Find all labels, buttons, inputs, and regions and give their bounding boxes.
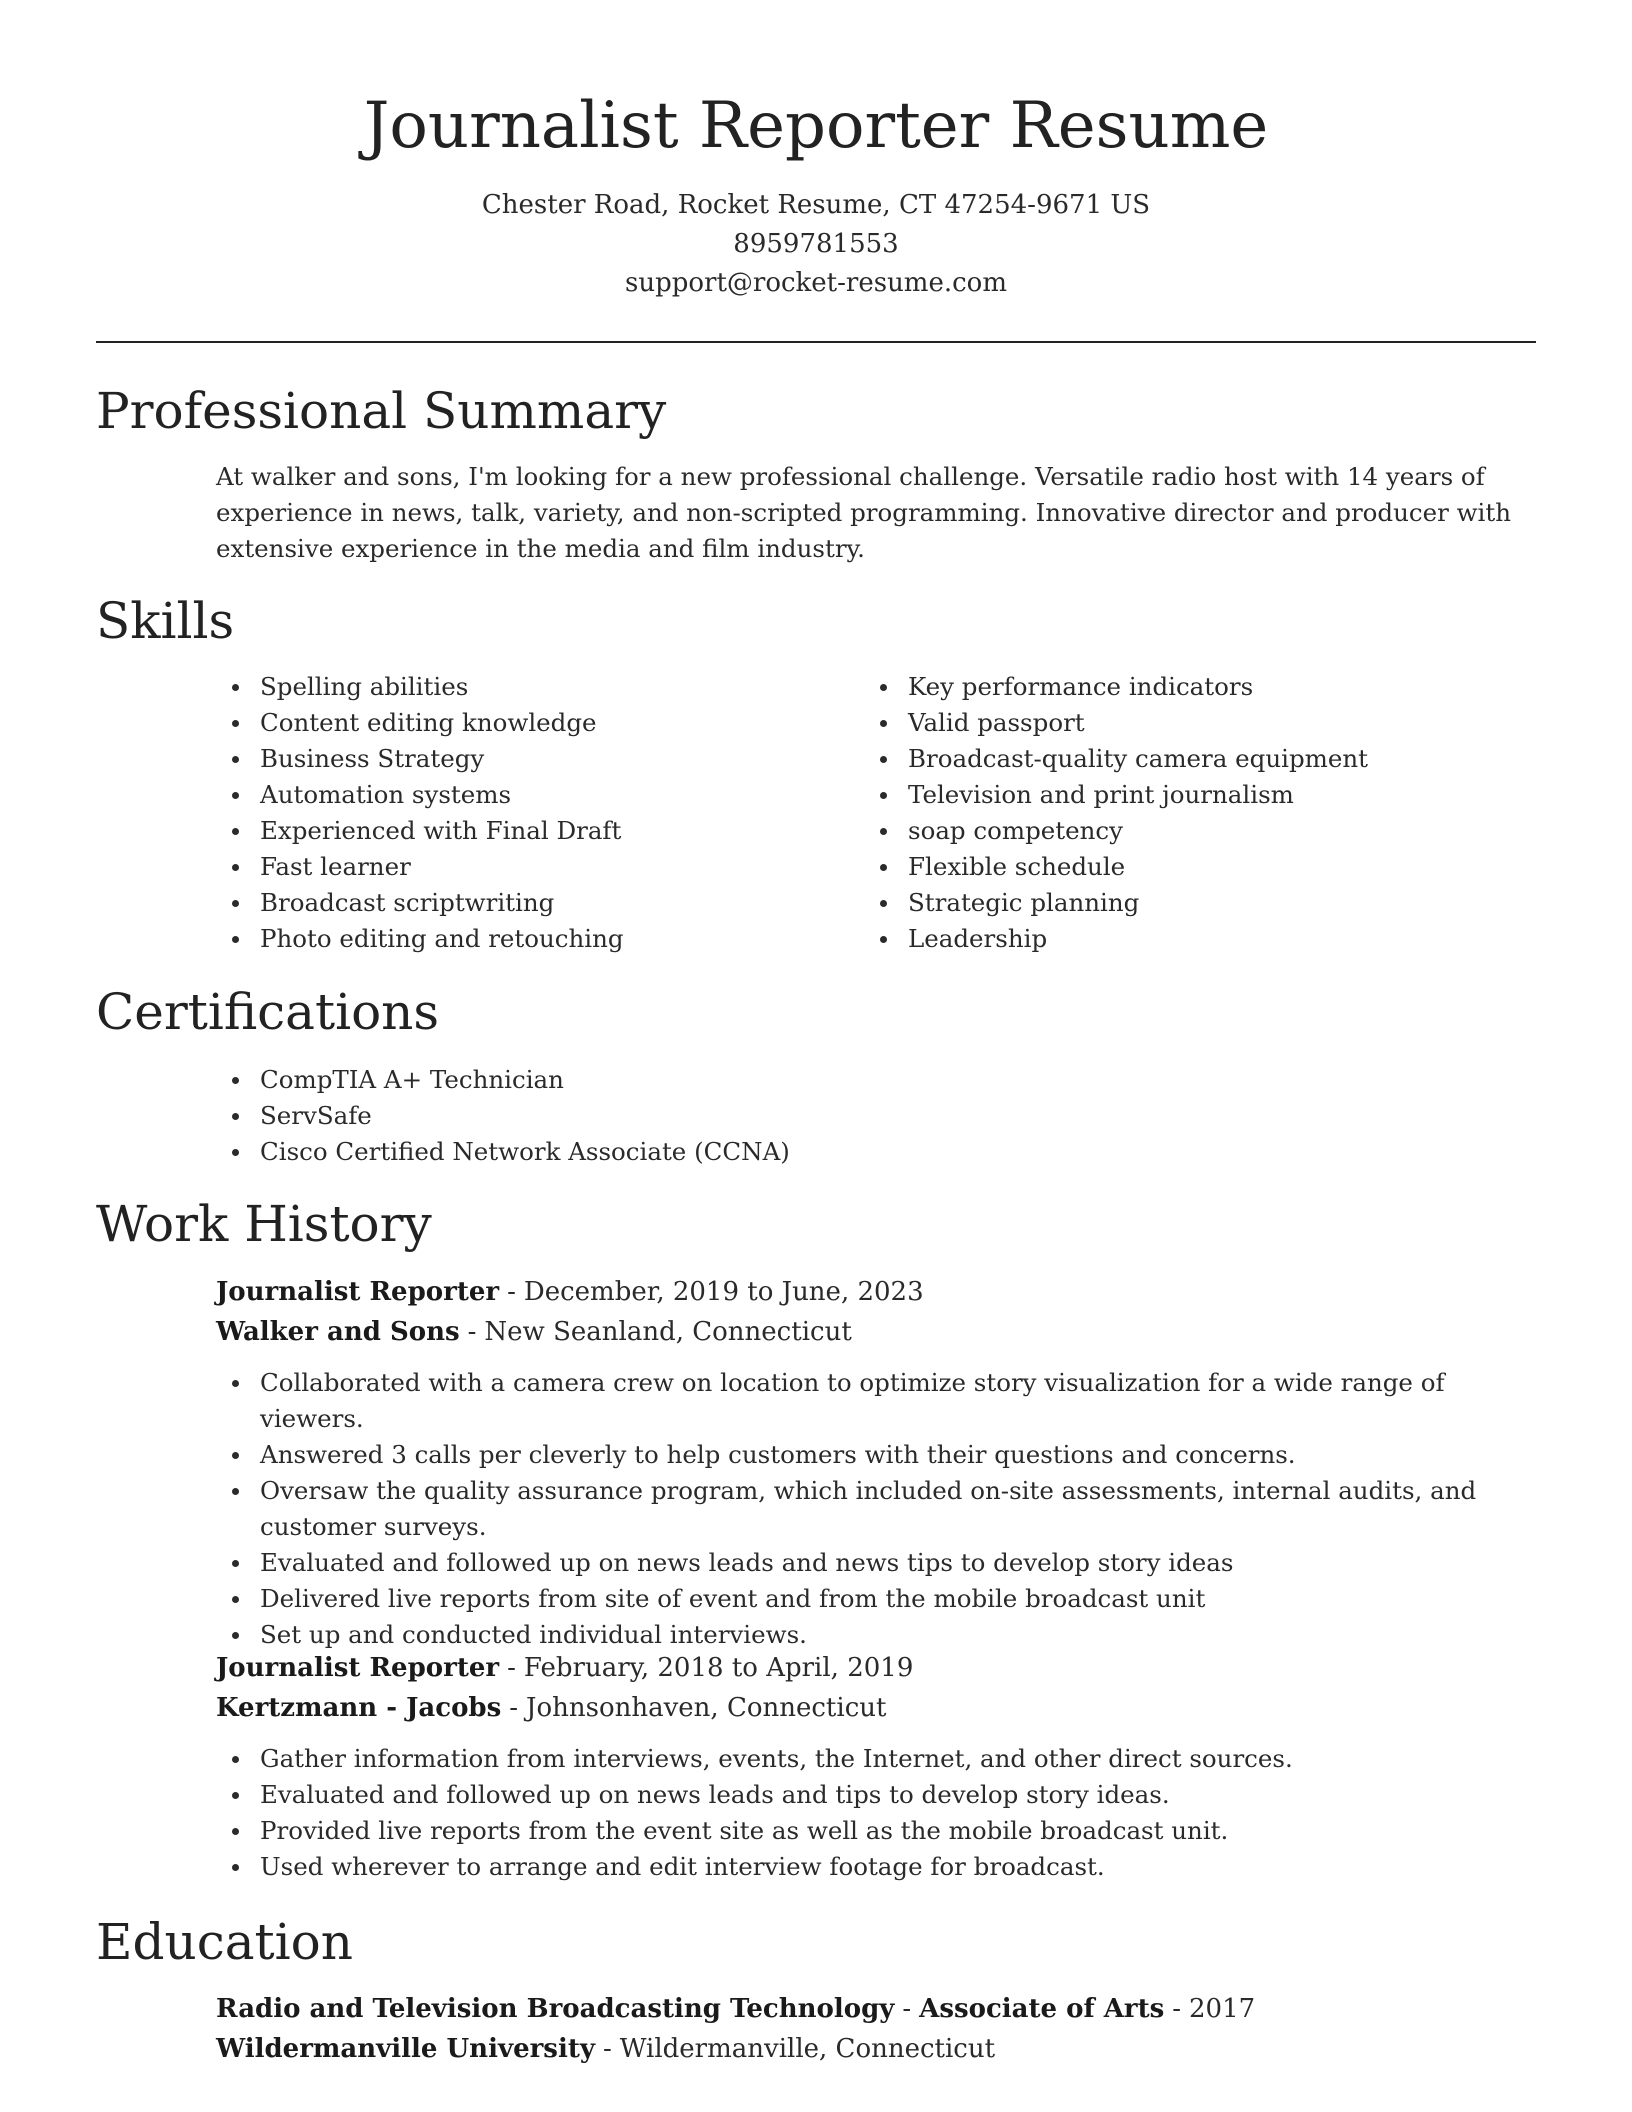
skill-item: Experienced with Final Draft	[216, 813, 816, 849]
header-divider	[96, 341, 1536, 343]
job-bullet: Evaluated and followed up on news leads and tips to develop story ideas.	[216, 1777, 1536, 1813]
separator: -	[509, 1693, 519, 1723]
separator: -	[602, 2034, 612, 2064]
contact-block	[96, 186, 1536, 303]
job-title: Journalist Reporter	[216, 1653, 500, 1683]
certifications-list	[216, 1062, 1536, 1170]
skill-item: soap competency	[864, 813, 1536, 849]
job-location: New Seanland, Connecticut	[484, 1317, 852, 1347]
separator: -	[902, 1994, 912, 2024]
job-dates: December, 2019 to June, 2023	[523, 1277, 924, 1307]
certification-item: Cisco Certified Network Associate (CCNA)	[216, 1134, 1536, 1170]
summary-text: At walker and sons, I'm looking for a new professional challenge. Versatile radio host with 14 years of experience in news, talk, variety, and non-scripted programming. Innovative director and producer with extensive experience in the media and film industry.	[216, 462, 1512, 563]
summary-heading: Professional Summary	[96, 382, 667, 440]
job-bullet: Gather information from interviews, events, the Internet, and other direct sources.	[216, 1741, 1536, 1777]
education-program: Radio and Television Broadcasting Technology	[216, 1994, 895, 2024]
job-title: Journalist Reporter	[216, 1277, 500, 1307]
contact-email: support@rocket-resume.com	[624, 268, 1007, 298]
skill-item: Key performance indicators	[864, 669, 1536, 705]
contact-phone: 8959781553	[733, 229, 899, 259]
education-school: Wildermanville University	[216, 2034, 595, 2064]
job-1-bullets	[216, 1365, 1536, 1653]
resume-header	[96, 82, 1536, 303]
job-2-header	[216, 1648, 1536, 1728]
separator: -	[467, 1317, 477, 1347]
resume-title: Journalist Reporter Resume	[363, 89, 1269, 163]
job-2-company-line	[216, 1688, 1536, 1728]
job-company: Walker and Sons	[216, 1317, 460, 1347]
job-bullet: Answered 3 calls per cleverly to help customers with their questions and concerns.	[216, 1437, 1536, 1473]
skill-item: Business Strategy	[216, 741, 816, 777]
skill-item: Photo editing and retouching	[216, 921, 816, 957]
skill-item: Television and print journalism	[864, 777, 1536, 813]
job-2-bullets	[216, 1741, 1536, 1885]
skills-list-right	[864, 669, 1536, 957]
separator: -	[507, 1653, 516, 1683]
job-dates: February, 2018 to April, 2019	[523, 1653, 914, 1683]
job-bullet: Evaluated and followed up on news leads and news tips to develop story ideas	[216, 1545, 1536, 1581]
certification-item: ServSafe	[216, 1098, 1536, 1134]
skill-item: Strategic planning	[864, 885, 1536, 921]
certifications-heading: Certifications	[96, 983, 440, 1041]
job-bullet: Delivered live reports from site of event and from the mobile broadcast unit	[216, 1581, 1536, 1617]
job-company: Kertzmann - Jacobs	[216, 1693, 502, 1723]
job-1-header	[216, 1272, 1536, 1352]
job-1-title-line	[216, 1272, 1536, 1312]
skills-list-left	[216, 669, 816, 957]
job-1-company-line	[216, 1312, 1536, 1352]
education-degree: Associate of Arts	[919, 1994, 1165, 2024]
separator: -	[1172, 1994, 1182, 2024]
skills-heading: Skills	[96, 592, 235, 650]
skill-item: Valid passport	[864, 705, 1536, 741]
skill-item: Flexible schedule	[864, 849, 1536, 885]
education-location: Wildermanville, Connecticut	[619, 2034, 996, 2064]
work-history-heading: Work History	[96, 1195, 432, 1253]
education-school-line	[216, 2029, 1536, 2069]
education-entry	[216, 1989, 1536, 2069]
contact-address: Chester Road, Rocket Resume, CT 47254-9671 US	[481, 190, 1151, 220]
separator: -	[507, 1277, 516, 1307]
skill-item: Broadcast scriptwriting	[216, 885, 816, 921]
job-bullet: Provided live reports from the event site as well as the mobile broadcast unit.	[216, 1813, 1536, 1849]
job-bullet: Set up and conducted individual interviews.	[216, 1617, 1536, 1653]
skill-item: Content editing knowledge	[216, 705, 816, 741]
education-heading: Education	[96, 1913, 353, 1971]
skill-item: Spelling abilities	[216, 669, 816, 705]
job-bullet: Oversaw the quality assurance program, which included on-site assessments, internal audits, and customer surveys.	[216, 1473, 1536, 1545]
job-bullet: Collaborated with a camera crew on location to optimize story visualization for a wide range of viewers.	[216, 1365, 1536, 1437]
job-bullet: Used wherever to arrange and edit interview footage for broadcast.	[216, 1849, 1536, 1885]
skill-item: Broadcast-quality camera equipment	[864, 741, 1536, 777]
job-2-title-line	[216, 1648, 1536, 1688]
education-degree-line	[216, 1989, 1536, 2029]
skill-item: Leadership	[864, 921, 1536, 957]
skill-item: Fast learner	[216, 849, 816, 885]
education-year: 2017	[1189, 1994, 1256, 2024]
skill-item: Automation systems	[216, 777, 816, 813]
certification-item: CompTIA A+ Technician	[216, 1062, 1536, 1098]
job-location: Johnsonhaven, Connecticut	[526, 1693, 887, 1723]
